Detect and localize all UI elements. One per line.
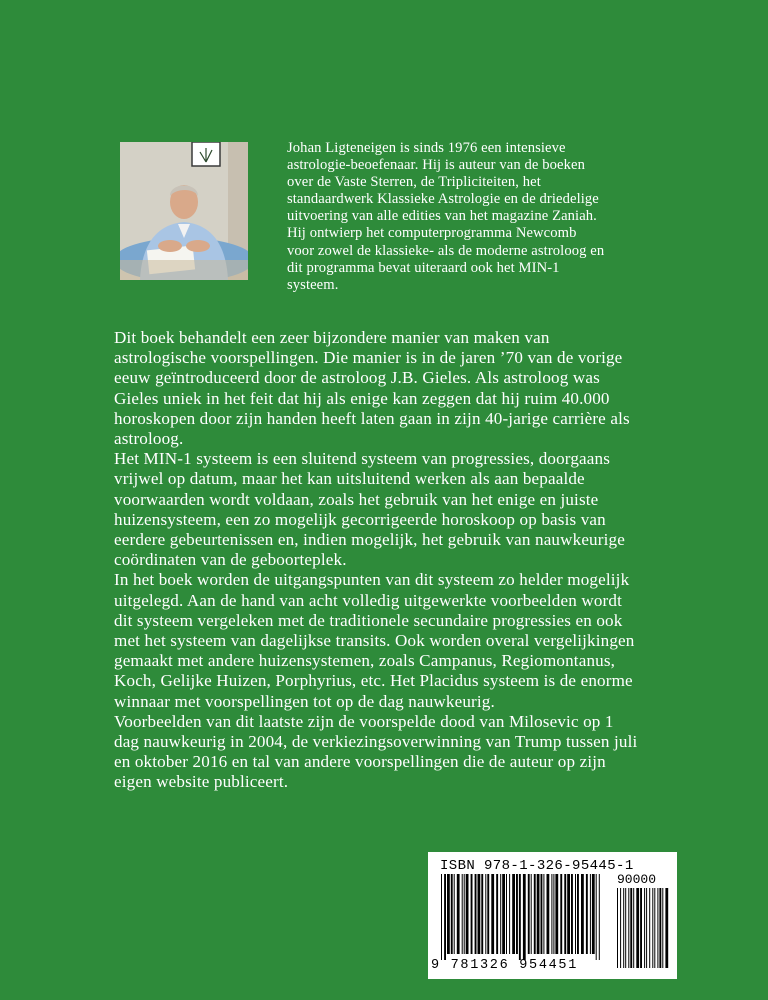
barcode-bar bbox=[646, 888, 647, 968]
barcode-bar bbox=[620, 888, 621, 968]
barcode-bar bbox=[564, 874, 566, 954]
barcode-bar bbox=[555, 874, 558, 954]
barcode-bar bbox=[457, 874, 460, 954]
barcode-bar bbox=[543, 874, 544, 954]
description-line: eeuw geïntroduceerd door de astroloog J.B. Gieles. Als astroloog was bbox=[114, 368, 600, 388]
barcode-bar bbox=[466, 874, 469, 954]
description-line: horoskopen door zijn handen heeft laten gaan in zijn 40-jarige carrière als bbox=[114, 408, 630, 428]
barcode-bar bbox=[551, 874, 552, 954]
barcode-bar bbox=[599, 874, 600, 960]
barcode-bar bbox=[485, 874, 486, 954]
book-description bbox=[114, 328, 674, 793]
bio-line: Johan Ligteneigen is sinds 1976 een intensieve bbox=[287, 140, 566, 156]
barcode-bar bbox=[528, 874, 530, 954]
barcode-bar bbox=[506, 874, 507, 954]
price-code: 90000 bbox=[617, 872, 657, 887]
barcode-bar bbox=[475, 874, 477, 954]
barcode-bar bbox=[451, 874, 453, 954]
barcode-bar bbox=[519, 874, 521, 960]
bio-line: over de Vaste Sterren, de Tripliciteiten, het bbox=[287, 174, 541, 191]
description-line: In het boek worden de uitgangspunten van dit systeem zo helder mogelijk bbox=[114, 570, 630, 590]
isbn-barcode-box bbox=[428, 852, 677, 979]
description-line: astrologische voorspellingen. Die manier is in de jaren ’70 van de vorige bbox=[114, 348, 623, 368]
bio-line: standaardwerk Klassieke Astrologie en de driedelige bbox=[287, 191, 599, 208]
barcode-bar bbox=[500, 874, 501, 954]
barcode-bar bbox=[652, 888, 653, 968]
barcode-bar bbox=[636, 888, 639, 968]
bio-line: systeem. bbox=[287, 276, 339, 293]
barcode-bar bbox=[592, 874, 595, 954]
barcode-bar bbox=[633, 888, 634, 968]
author-photo bbox=[120, 142, 248, 280]
barcode-bar bbox=[617, 888, 618, 968]
bio-line: voor zowel de klassieke- als de moderne astroloog en bbox=[287, 242, 605, 259]
barcode-bar bbox=[491, 874, 494, 954]
barcode-bar bbox=[487, 874, 489, 954]
description-line: uitgelegd. Aan de hand van acht volledig uitgewerkte voorbeelden wordt bbox=[114, 590, 622, 610]
barcode-bar bbox=[560, 874, 562, 954]
bio-line: dit programma bevat uiteraard ook het MIN-1 bbox=[287, 259, 560, 276]
barcode-bar bbox=[502, 874, 505, 954]
barcode-bar bbox=[649, 888, 650, 968]
barcode-bar bbox=[662, 888, 663, 968]
barcode-bar bbox=[534, 874, 536, 954]
barcode-bar bbox=[523, 874, 526, 960]
author-bio bbox=[287, 140, 687, 294]
description-line: eerdere gebeurtenissen en, indien mogelijk, het gebruik van nauwkeurige bbox=[114, 530, 625, 550]
barcode-bar bbox=[512, 874, 515, 954]
barcode-bar bbox=[623, 888, 624, 968]
description-line: Dit boek behandelt een zeer bijzondere manier van maken van bbox=[114, 328, 550, 347]
bio-line: astrologie-beoefenaar. Hij is auteur van de boeken bbox=[287, 157, 585, 174]
barcode-bar bbox=[625, 888, 626, 968]
description-line: dit systeem vergeleken met de traditionele secundaire progressies en ook bbox=[114, 610, 623, 630]
description-line: dag nauwkeurig in 2004, de verkiezingsoverwinning van Trump tussen juli bbox=[114, 732, 638, 752]
isbn-text: ISBN 978-1-326-95445-1 bbox=[440, 858, 634, 874]
barcode-bar bbox=[659, 888, 661, 968]
barcode-bar bbox=[640, 888, 642, 968]
barcode-bar bbox=[537, 874, 540, 954]
description-line: winnaar met voorspellingen tot op de dag nauwkeurig. bbox=[114, 691, 495, 711]
barcode-bar bbox=[596, 874, 597, 960]
barcode-bar bbox=[654, 888, 655, 968]
description-line: en oktober 2016 en tal van andere voorspellingen die de auteur op zijn bbox=[114, 752, 606, 772]
barcode-bar bbox=[571, 874, 573, 954]
ean-barcode bbox=[441, 874, 601, 960]
barcode-bar bbox=[628, 888, 629, 968]
barcode-bar bbox=[444, 874, 446, 960]
description-line: coördinaten van de geboorteplek. bbox=[114, 550, 347, 570]
bio-line: uitvoering van alle edities van het magazine Zaniah. bbox=[287, 208, 597, 225]
barcode-bar bbox=[630, 888, 632, 968]
barcode-bar bbox=[509, 874, 510, 954]
description-line: vrijwel op datum, maar het kan uitsluitend werken als aan bepaalde bbox=[114, 469, 585, 489]
barcode-bar bbox=[462, 874, 463, 954]
barcode-bar bbox=[581, 874, 584, 954]
barcode-bar bbox=[496, 874, 498, 954]
barcode-bar bbox=[657, 888, 658, 968]
description-line: eigen website publiceert. bbox=[114, 772, 289, 792]
barcode-bar bbox=[541, 874, 543, 954]
barcode-bar bbox=[547, 874, 550, 954]
barcode-bar bbox=[644, 888, 645, 968]
author-photo-image bbox=[120, 142, 248, 280]
barcode-bar bbox=[553, 874, 554, 954]
description-line: astroloog. bbox=[114, 429, 184, 449]
description-line: voorwaarden wordt voldaan, zoals het gebruik van het enige en juiste bbox=[114, 489, 599, 509]
ean-digits: 9 781326 954451 bbox=[431, 958, 579, 973]
addon-barcode bbox=[617, 888, 669, 968]
barcode-bar bbox=[567, 874, 570, 954]
description-line: Voorbeelden van dit laatste zijn de voorspelde dood van Milosevic op 1 bbox=[114, 711, 614, 731]
description-line: Gieles uniek in het feit dat hij als enige kan zeggen dat hij ruim 40.000 bbox=[114, 388, 610, 408]
barcode-bar bbox=[590, 874, 591, 954]
barcode-bar bbox=[447, 874, 450, 954]
description-line: gemaakt met andere huizensystemen, zoals Campanus, Regiomontanus, bbox=[114, 651, 616, 671]
barcode-bar bbox=[471, 874, 473, 954]
barcode-bar bbox=[665, 888, 668, 968]
barcode-bar bbox=[464, 874, 465, 954]
barcode-bar bbox=[454, 874, 455, 954]
barcode-bar bbox=[575, 874, 576, 954]
description-line: Koch, Gelijke Huizen, Porphyrius, etc. Het Placidus systeem is de enorme bbox=[114, 671, 633, 691]
barcode-bar bbox=[441, 874, 442, 960]
description-line: Het MIN-1 systeem is een sluitend systeem van progressies, doorgaans bbox=[114, 449, 611, 469]
description-line: met het systeem van dagelijkse transits. Ook worden overal vergelijkingen bbox=[114, 631, 635, 651]
barcode-bar bbox=[531, 874, 532, 954]
barcode-bar bbox=[577, 874, 579, 954]
barcode-bar bbox=[481, 874, 483, 954]
barcode-bar bbox=[516, 874, 518, 954]
barcode-bar bbox=[478, 874, 481, 954]
barcode-bar bbox=[586, 874, 588, 954]
description-line: huizensysteem, een zo mogelijk gecorrigeerde horoskoop op basis van bbox=[114, 509, 606, 529]
bio-line: Hij ontwierp het computerprogramma Newcomb bbox=[287, 225, 577, 242]
